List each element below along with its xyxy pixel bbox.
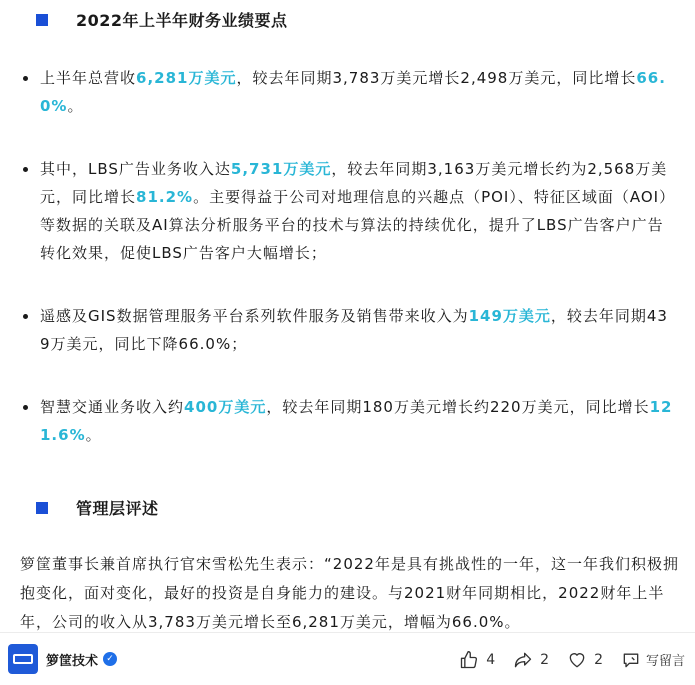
highlight-figure: 66.0% xyxy=(40,69,666,115)
share-button[interactable] xyxy=(513,650,549,670)
article-footer-bar xyxy=(0,632,695,685)
favorite-button[interactable] xyxy=(567,650,603,670)
share-icon xyxy=(513,650,533,670)
highlight-figure: 6,281万美元 xyxy=(136,69,237,87)
bullet-text: 遥感及GIS数据管理服务平台系列软件服务及销售带来收入为 xyxy=(40,307,469,325)
heart-icon xyxy=(567,650,587,670)
like-button[interactable] xyxy=(459,650,495,670)
verified-icon: ✓ xyxy=(103,652,117,666)
section-title: 2022年上半年财务业绩要点 xyxy=(76,11,288,30)
section-title: 管理层评述 xyxy=(76,499,159,518)
logo-mark-icon xyxy=(13,654,33,664)
section-marker-square xyxy=(36,502,48,514)
highlight-item-traffic xyxy=(22,393,677,449)
bullet-text: 。 xyxy=(67,97,84,115)
bullet-text: ，较去年同期439万美元，同比下降66.0%； xyxy=(40,307,668,353)
favorite-count: 2 xyxy=(594,651,603,668)
thumbs-up-icon xyxy=(459,650,479,670)
bullet-text: ，较去年同期180万美元增长约220万美元，同比增长 xyxy=(266,398,650,416)
section-heading-financial xyxy=(36,8,288,31)
highlight-figure: 81.2% xyxy=(136,188,194,206)
write-comment-label: 写留言 xyxy=(645,654,685,669)
share-count: 2 xyxy=(540,651,550,668)
footer-actions xyxy=(441,633,685,685)
bullet-text: ，较去年同期3,163万美元增长约为2,568万美元，同比增长 xyxy=(40,160,668,206)
author-logo[interactable] xyxy=(8,644,38,674)
bullet-text: 。 xyxy=(85,426,102,444)
management-comment: 箩筐董事长兼首席执行官宋雪松先生表示：“2022年是具有挑战性的一年，这一年我们积极拥抱变化，面对变化，最好的投资是自身能力的建设。与2021财年同期相比，2022财年上半年，公司的收入从3,783万美元增长至6,281万美元，增幅为66.0%。 xyxy=(20,555,679,631)
highlight-item-lbs xyxy=(22,155,677,267)
highlights-list xyxy=(22,64,677,449)
section-heading-management xyxy=(36,496,159,519)
highlight-figure: 5,731万美元 xyxy=(230,160,332,178)
highlight-item-revenue xyxy=(22,64,677,120)
bullet-text: ，较去年同期3,783万美元增长2,498万美元，同比增长 xyxy=(236,69,637,87)
author-name[interactable]: 箩筐技术 xyxy=(46,653,99,669)
bullet-text: 智慧交通业务收入约 xyxy=(40,398,185,416)
write-comment-button[interactable] xyxy=(621,650,685,670)
highlight-figure: 149万美元 xyxy=(468,307,551,325)
like-count: 4 xyxy=(486,651,496,668)
highlight-item-gis xyxy=(22,302,677,358)
highlight-figure: 400万美元 xyxy=(184,398,267,416)
bullet-text: 上半年总营收 xyxy=(40,69,137,87)
bullet-text: 其中，LBS广告业务收入达 xyxy=(40,160,231,178)
comment-icon xyxy=(621,650,641,670)
section-marker-square xyxy=(36,14,48,26)
bullet-text: 。主要得益于公司对地理信息的兴趣点（POI）、特征区域面（AOI）等数据的关联及AI算法分析服务平台的技术与算法的持续优化，提升了LBS广告客户广告转化效果，促使LBS广告客户大幅增长； xyxy=(40,188,676,262)
highlight-figure: 121.6% xyxy=(40,398,673,444)
